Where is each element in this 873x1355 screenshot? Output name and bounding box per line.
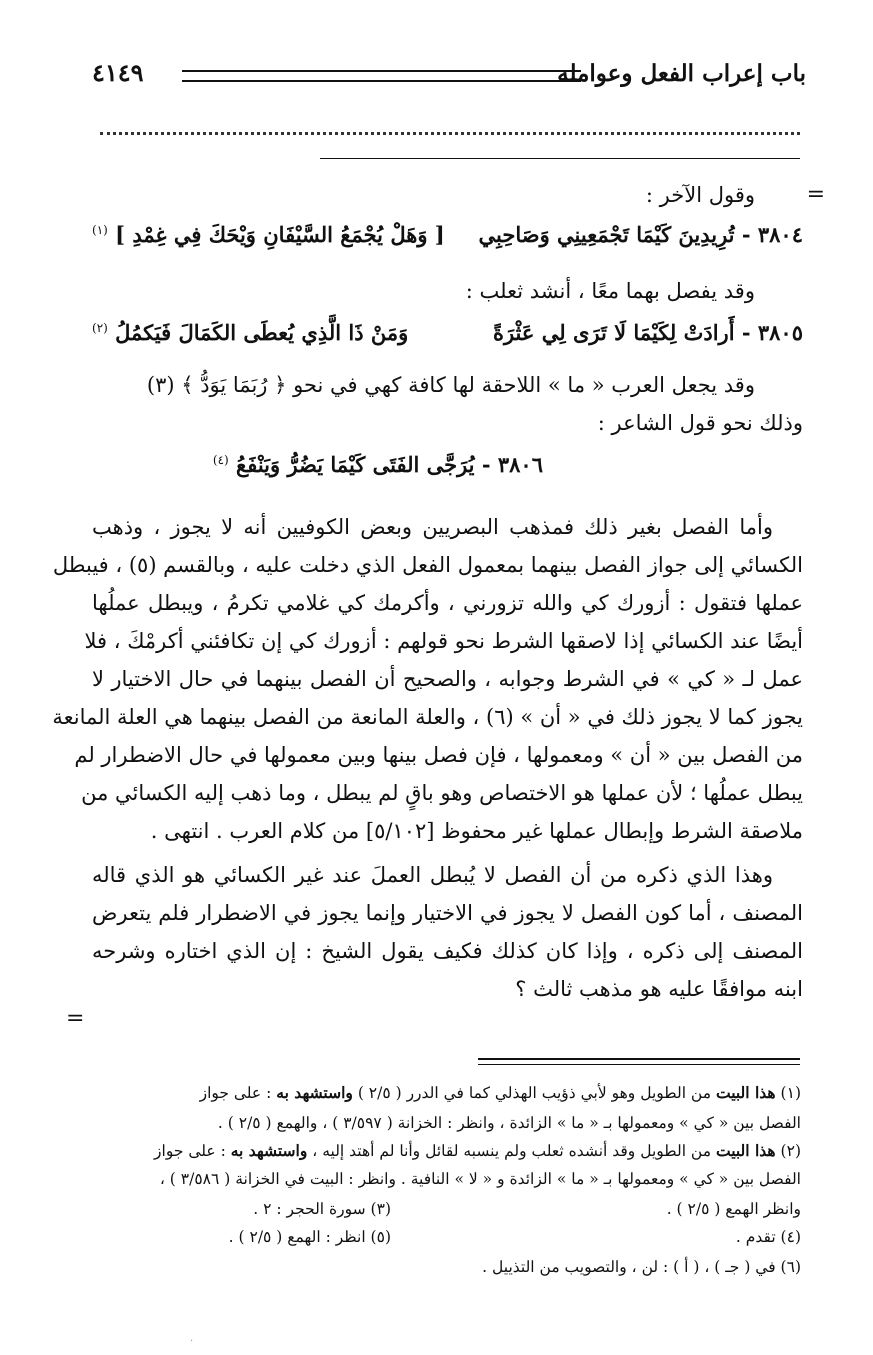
intro-line: وقول الآخر : xyxy=(645,183,755,207)
chapter-title: باب إعراب الفعل وعوامله xyxy=(557,60,806,87)
text-line: وذلك نحو قول الشاعر : xyxy=(597,411,803,435)
scan-mark: · xyxy=(190,1336,194,1347)
paragraph-line: من الفصل بين « أن » ومعمولها ، فإن فصل بينها وبين معمولها في حال الاضطرار لم xyxy=(74,743,803,767)
text-line: وقد يجعل العرب « ما » اللاحقة لها كافة كهي في نحو ﴿ رُبَمَا يَوَدُّ ﴾ (٣) xyxy=(146,373,755,397)
paragraph-line: يبطل عملُها ؛ لأن عملها هو الاختصاص وهو باقٍ لم يبطل ، وما ذهب إليه الكسائي من xyxy=(81,781,803,805)
dotted-separator xyxy=(100,132,800,141)
paragraph-line: المصنف إلى ذكره ، وإذا كان كذلك فكيف يقول الشيخ : إن الذي اختاره وشرحه xyxy=(92,939,803,963)
paragraph-line: عملها فتقول : أزورك كي والله تزورني ، وأكرمك كي غلامي تكرمُ ، ويبطل عملُها xyxy=(92,591,803,615)
verse-3804 xyxy=(92,222,803,262)
footnote-rule xyxy=(478,1058,800,1060)
footnote-2-cont: الفصل بين « كي » ومعمولها بـ « ما » الزائدة و « لا » النافية . وانظر : البيت في الخزانة ( ٣/٥٨٦ ) ، xyxy=(159,1170,801,1188)
footnote-4: (٤) تقدم . xyxy=(735,1228,801,1246)
footnote-1: (١) هذا البيت من الطويل وهو لأبي ذؤيب الهذلي كما في الدرر ( ٢/٥ ) واستشهد به : على جواز xyxy=(199,1083,801,1102)
footnote-5: (٥) انظر : الهمع ( ٢/٥ ) . xyxy=(228,1228,391,1246)
footnote-ref: (٤) xyxy=(212,453,229,467)
header-double-rule xyxy=(182,70,581,82)
verse-second-hemistich: وَمَنْ ذَا الَّذِي يُعطَى الكَمَالَ فَيَكمُلُ $^{(٢)}$ xyxy=(92,320,409,345)
verse-3806 xyxy=(92,452,803,492)
footnote-2: (٢) هذا البيت من الطويل وقد أنشده ثعلب ولم ينسبه لقائل وأنا لم أهتد إليه ، واستشهد به : على جواز xyxy=(154,1141,801,1160)
paragraph-line: وأما الفصل بغير ذلك فمذهب البصريين وبعض الكوفيين أنه لا يجوز ، وذهب xyxy=(92,515,773,539)
verse-single: ٣٨٠٦ - يُرَجَّى الفَتَى كَيْمَا يَضُرُّ وَيَنْفَعُ $^{(٤)}$ xyxy=(212,452,543,477)
paragraph-line: أيضًا عند الكسائي إذا لاصقها الشرط نحو قولهم : أزورك كي إن تكافئني أكرمْكَ ، فلا xyxy=(84,629,803,653)
footnote-ref: (٢) xyxy=(92,321,108,335)
footnote-6: (٦) في ( جـ ) ، ( أ ) : لن ، والتصويب من التذييل . xyxy=(482,1258,801,1276)
footnote-1-cont: الفصل بين « كي » ومعمولها بـ « ما » الزائدة ، وانظر : الخزانة ( ٣/٥٩٧ ) ، والهمع ( ٢/٥ ) . xyxy=(217,1114,801,1132)
paragraph-line: ابنه موافقًا عليه هو مذهب ثالث ؟ xyxy=(515,977,803,1001)
paragraph-line: يجوز كما لا يجوز ذلك في « أن » (٦) ، والعلة المانعة من الفصل بينهما هي العلة المانعة xyxy=(52,705,803,729)
continuation-mark-bottom: = xyxy=(66,1006,85,1031)
verse-first-hemistich: ٣٨٠٤ - تُرِيدِينَ كَيْمَا تَجْمَعِينِي وَصَاحِبِي xyxy=(478,222,803,247)
continuation-mark-top: = xyxy=(806,182,825,207)
page-number: ٤١٤٩ xyxy=(92,58,144,87)
paragraph-line: عمل لـ « كي » في الشرط وجوابه ، والصحيح أن الفصل بينهما في حال الاختيار لا xyxy=(92,667,803,691)
paragraph-line: وهذا الذي ذكره من أن الفصل لا يُبطل العملَ عند غير الكسائي هو الذي قاله xyxy=(92,863,773,887)
text-line: وقد يفصل بهما معًا ، أنشد ثعلب : xyxy=(465,279,755,303)
verse-3805 xyxy=(92,320,803,360)
paragraph-line: الكسائي إلى جواز الفصل بينهما بمعمول الفعل الذي دخلت عليه ، وبالقسم (٥) ، فيبطل xyxy=(52,553,803,577)
top-rule xyxy=(320,158,800,159)
footnote-3: (٣) سورة الحجر : ٢ . xyxy=(253,1200,391,1218)
footnote-ref: (١) xyxy=(92,223,108,237)
verse-second-hemistich: [ وَهَلْ يُجْمَعُ السَّيْفَانِ وَيْحَكَ فِي غِمْدِ ] $^{(١)}$ xyxy=(92,222,445,247)
footnote-2-end: وانظر الهمع ( ٢/٥ ) . xyxy=(666,1200,801,1218)
paragraph-line: المصنف ، أما كون الفصل لا يجوز في الاختيار وإنما يجوز في الاضطرار فلم يتعرض xyxy=(92,901,803,925)
paragraph-line: ملاصقة الشرط وإبطال عملها غير محفوظ [٥/١٠٢] من كلام العرب . انتهى . xyxy=(150,819,803,843)
footnote-rule-thin xyxy=(478,1064,800,1065)
running-header xyxy=(92,56,806,96)
verse-first-hemistich: ٣٨٠٥ - أَرادَتْ لِكَيْمَا لَا تَرَى لِي عَثْرَةً xyxy=(492,320,803,345)
